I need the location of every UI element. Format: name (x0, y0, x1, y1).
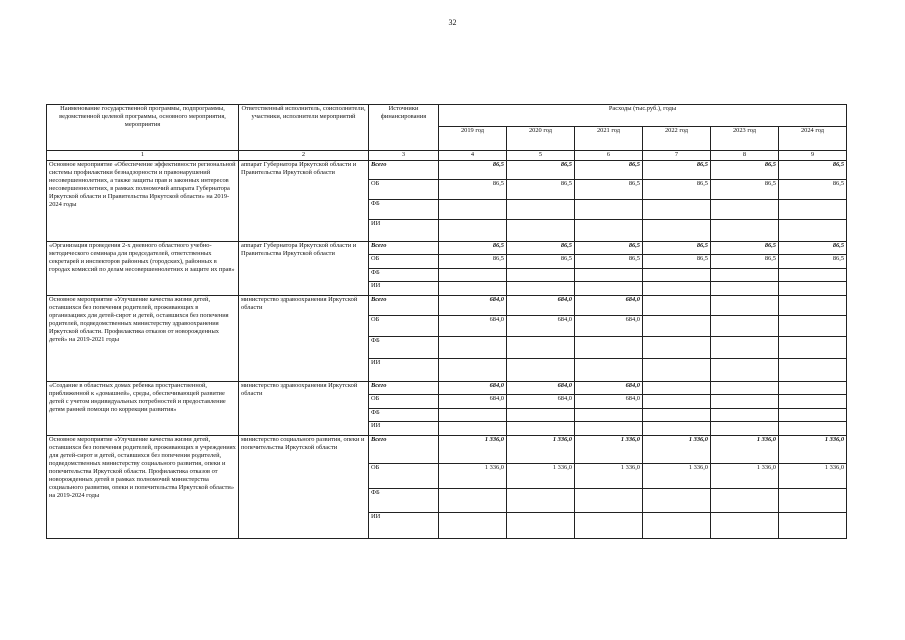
column-number: 8 (711, 151, 779, 161)
value-cell (643, 296, 711, 316)
value-cell: 86,5 (575, 180, 643, 200)
value-cell (507, 422, 575, 436)
value-cell (507, 409, 575, 422)
source-cell: ИИ (369, 282, 439, 296)
value-cell: 1 336,0 (575, 436, 643, 464)
value-cell: 86,5 (779, 161, 847, 180)
value-cell (711, 337, 779, 359)
value-cell (779, 337, 847, 359)
column-number: 2 (239, 151, 369, 161)
value-cell (779, 316, 847, 337)
source-cell: ИИ (369, 422, 439, 436)
value-cell (643, 316, 711, 337)
value-cell: 86,5 (507, 255, 575, 269)
value-cell (779, 382, 847, 395)
value-cell: 86,5 (643, 255, 711, 269)
value-cell (779, 409, 847, 422)
value-cell (439, 409, 507, 422)
value-cell (711, 489, 779, 513)
value-cell (711, 296, 779, 316)
executor-cell: аппарат Губернатора Иркутской области и Правительства Иркутской области (239, 242, 369, 296)
value-cell (575, 489, 643, 513)
value-cell (779, 359, 847, 382)
value-cell (711, 422, 779, 436)
header-year: 2019 год (439, 127, 507, 151)
value-cell: 86,5 (507, 180, 575, 200)
value-cell (575, 282, 643, 296)
value-cell: 1 336,0 (711, 464, 779, 489)
source-cell: ОБ (369, 395, 439, 409)
value-cell (439, 269, 507, 282)
value-cell (643, 220, 711, 242)
value-cell (575, 200, 643, 220)
value-cell: 684,0 (439, 316, 507, 337)
value-cell (439, 337, 507, 359)
value-cell (439, 200, 507, 220)
source-cell: ФБ (369, 337, 439, 359)
value-cell: 86,5 (711, 255, 779, 269)
header-expenses: Расходы (тыс.руб.), годы (439, 105, 847, 127)
value-cell (507, 220, 575, 242)
value-cell: 684,0 (439, 296, 507, 316)
column-number: 1 (47, 151, 239, 161)
activity-name: Основное мероприятие «Улучшение качества жизни детей, оставшихся без попечения родителей, проживающих в организациях для детей-сирот и детей, оставшихся без попечения родителей, подведомственных министерству здравоохранения Иркутской области. Профилактика отказов от новорожденных детей» на 2019-2021 годы (47, 296, 239, 382)
source-cell: Всего (369, 382, 439, 395)
value-cell (779, 200, 847, 220)
value-cell (575, 269, 643, 282)
source-cell: ИИ (369, 513, 439, 539)
header-sources: Источники финансирования (369, 105, 439, 151)
value-cell: 86,5 (507, 161, 575, 180)
source-cell: Всего (369, 161, 439, 180)
value-cell (643, 409, 711, 422)
value-cell: 86,5 (711, 242, 779, 255)
value-cell (711, 282, 779, 296)
value-cell: 86,5 (711, 161, 779, 180)
table-row (47, 161, 847, 180)
value-cell (575, 220, 643, 242)
activity-name: Основное мероприятие «Улучшение качества жизни детей, оставшихся без попечения родителей, проживающих в учреждениях для детей-сирот и детей, оставшихся без попечения родителей, подведомственных министерству социального развития, опеки и попечительства Иркутской области. Профилактика отказов от новорожденных детей в рамках полномочий министерства социального развития, опеки и попечительства Иркутской области» на 2019-2024 годы (47, 436, 239, 539)
table-row (47, 296, 847, 316)
value-cell (711, 316, 779, 337)
column-number: 3 (369, 151, 439, 161)
value-cell (507, 269, 575, 282)
value-cell (779, 220, 847, 242)
value-cell: 86,5 (439, 161, 507, 180)
value-cell (711, 409, 779, 422)
value-cell (507, 282, 575, 296)
value-cell: 684,0 (439, 395, 507, 409)
value-cell (779, 489, 847, 513)
activity-name: «Создание в областных домах ребенка пространственной, приближенной к «домашней», среды, обеспечивающей развитие детей с учетом индивидуальных потребностей и предоставление детям ранней помощи по коррекции развития» (47, 382, 239, 436)
page-number: 32 (448, 18, 457, 27)
source-cell: ИИ (369, 359, 439, 382)
column-number: 7 (643, 151, 711, 161)
value-cell: 86,5 (779, 180, 847, 200)
value-cell: 1 336,0 (439, 464, 507, 489)
value-cell (643, 395, 711, 409)
column-number: 6 (575, 151, 643, 161)
value-cell: 86,5 (779, 255, 847, 269)
value-cell (439, 220, 507, 242)
value-cell (439, 489, 507, 513)
value-cell (779, 422, 847, 436)
source-cell: ФБ (369, 200, 439, 220)
value-cell (779, 296, 847, 316)
value-cell (779, 395, 847, 409)
value-cell (711, 200, 779, 220)
value-cell: 684,0 (507, 382, 575, 395)
source-cell: ФБ (369, 489, 439, 513)
value-cell (439, 359, 507, 382)
activity-name: «Организация проведения 2-х дневного областного учебно-методического семинара для председателей, ответственных секретарей и инспекторов районных (городских), районных в городах комиссий по делам несовершеннолетних и защите их прав» (47, 242, 239, 296)
header-year: 2021 год (575, 127, 643, 151)
executor-cell: министерство социального развития, опеки и попечительства Иркутской области (239, 436, 369, 539)
value-cell: 86,5 (643, 180, 711, 200)
value-cell (779, 269, 847, 282)
header-year: 2022 год (643, 127, 711, 151)
value-cell: 1 336,0 (575, 464, 643, 489)
header-year: 2024 год (779, 127, 847, 151)
value-cell: 86,5 (575, 242, 643, 255)
value-cell (711, 269, 779, 282)
source-cell: ОБ (369, 180, 439, 200)
value-cell (575, 513, 643, 539)
column-number: 4 (439, 151, 507, 161)
value-cell (643, 489, 711, 513)
source-cell: Всего (369, 296, 439, 316)
value-cell (507, 200, 575, 220)
source-cell: ФБ (369, 409, 439, 422)
value-cell: 684,0 (507, 395, 575, 409)
value-cell (643, 513, 711, 539)
value-cell: 86,5 (575, 161, 643, 180)
value-cell (643, 359, 711, 382)
source-cell: Всего (369, 436, 439, 464)
activity-name: Основное мероприятие «Обеспечение эффективности региональной системы профилактики безнадзорности и правонарушений несовершеннолетних, а также защиты прав и законных интересов несовершеннолетних, в рамках полномочий аппарата Губернатора Иркутской области и Правительства Иркутской области» на 2019-2024 годы (47, 161, 239, 242)
value-cell: 86,5 (643, 161, 711, 180)
value-cell (575, 337, 643, 359)
value-cell (643, 269, 711, 282)
value-cell: 1 336,0 (779, 464, 847, 489)
header-year: 2023 год (711, 127, 779, 151)
table-row (47, 242, 847, 255)
value-cell: 86,5 (439, 242, 507, 255)
value-cell (575, 359, 643, 382)
executor-cell: министерство здравоохранения Иркутской области (239, 382, 369, 436)
value-cell (575, 409, 643, 422)
executor-cell: аппарат Губернатора Иркутской области и Правительства Иркутской области (239, 161, 369, 242)
value-cell: 684,0 (507, 296, 575, 316)
header-name: Наименование государственной программы, подпрограммы, ведомственной целевой программы, основного мероприятия, мероприятия (47, 105, 239, 151)
value-cell: 684,0 (575, 296, 643, 316)
value-cell: 86,5 (779, 242, 847, 255)
source-cell: ОБ (369, 464, 439, 489)
value-cell: 1 336,0 (507, 436, 575, 464)
value-cell: 1 336,0 (643, 436, 711, 464)
budget-table (46, 104, 847, 539)
header-year: 2020 год (507, 127, 575, 151)
value-cell (711, 382, 779, 395)
value-cell (507, 489, 575, 513)
value-cell (439, 282, 507, 296)
value-cell: 1 336,0 (779, 436, 847, 464)
value-cell (439, 513, 507, 539)
value-cell: 86,5 (711, 180, 779, 200)
value-cell: 684,0 (575, 382, 643, 395)
value-cell: 86,5 (439, 180, 507, 200)
value-cell (779, 282, 847, 296)
value-cell (711, 359, 779, 382)
column-number: 5 (507, 151, 575, 161)
source-cell: ФБ (369, 269, 439, 282)
value-cell: 1 336,0 (643, 464, 711, 489)
table-row (47, 382, 847, 395)
value-cell: 86,5 (507, 242, 575, 255)
value-cell (439, 422, 507, 436)
value-cell: 684,0 (439, 382, 507, 395)
value-cell: 1 336,0 (507, 464, 575, 489)
table-row (47, 436, 847, 464)
value-cell: 1 336,0 (439, 436, 507, 464)
value-cell (643, 382, 711, 395)
column-number: 9 (779, 151, 847, 161)
value-cell (643, 200, 711, 220)
source-cell: Всего (369, 242, 439, 255)
value-cell: 1 336,0 (711, 436, 779, 464)
value-cell (643, 422, 711, 436)
value-cell: 86,5 (439, 255, 507, 269)
value-cell (711, 220, 779, 242)
value-cell (507, 513, 575, 539)
source-cell: ИИ (369, 220, 439, 242)
value-cell: 684,0 (575, 316, 643, 337)
value-cell: 684,0 (507, 316, 575, 337)
value-cell: 684,0 (575, 395, 643, 409)
header-executor: Ответственный исполнитель, соисполнители, участники, исполнители мероприятий (239, 105, 369, 151)
source-cell: ОБ (369, 316, 439, 337)
value-cell (507, 359, 575, 382)
value-cell: 86,5 (643, 242, 711, 255)
value-cell (643, 337, 711, 359)
value-cell (779, 513, 847, 539)
value-cell (711, 395, 779, 409)
source-cell: ОБ (369, 255, 439, 269)
executor-cell: министерство здравоохранения Иркутской области (239, 296, 369, 382)
value-cell (643, 282, 711, 296)
value-cell (507, 337, 575, 359)
value-cell: 86,5 (575, 255, 643, 269)
value-cell (575, 422, 643, 436)
value-cell (711, 513, 779, 539)
